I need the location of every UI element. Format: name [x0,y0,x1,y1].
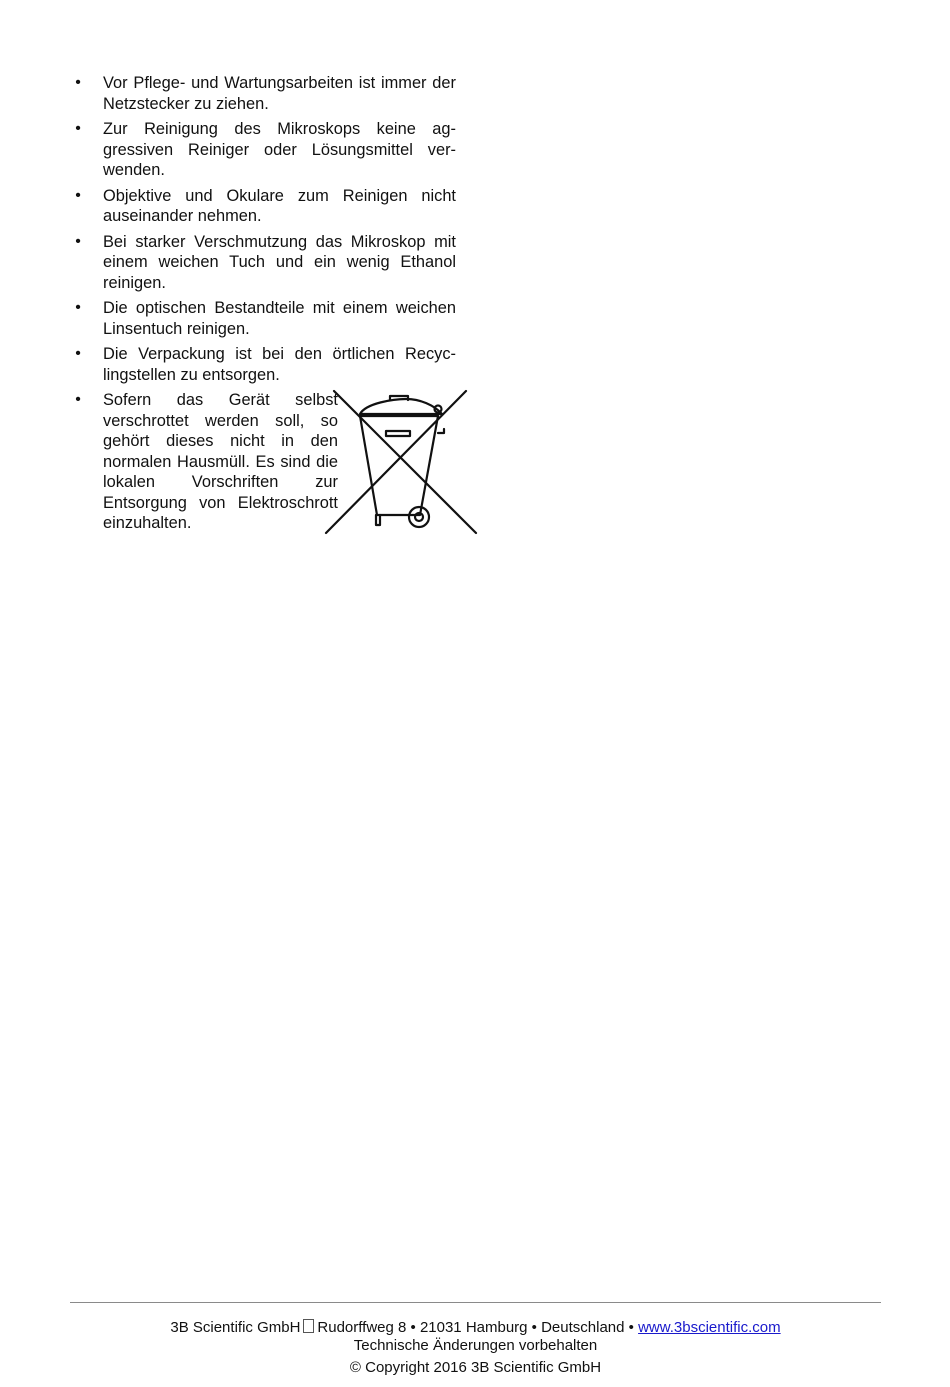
list-item [70,186,456,227]
item-text: Zur Reinigung des Mikroskops keine aggressiven Reiniger oder Lösungsmittel verwenden. [103,120,456,179]
bullet-icon: • [75,299,81,316]
list-item [70,344,456,385]
bullet-icon: • [75,186,81,204]
list-item [70,298,456,339]
company-name: 3B Scientific GmbH [170,1319,301,1336]
item-text: Sofern das Gerät selbst verschrottet werden soll, so gehört dieses nicht in den normalen Hausmüll. Es sind die lokalen Vorschriften zur Entsorgung von Elektroschrott einzuhalten. [103,391,338,532]
item-text: Vor Pflege- und Wartungsarbeiten ist immer der Netzstecker zu ziehen. [103,74,456,113]
copyright-notice: © Copyright 2016 3B Scientific GmbH [349,1359,602,1376]
footer-divider [70,1302,881,1303]
website-link[interactable]: www.3bscientific.com [638,1319,781,1336]
bullet-icon: • [75,232,81,250]
item-text: Die Verpackung ist bei den örtlichen Recyclingstellen zu entsorgen. [103,345,456,384]
bullet-icon: • [75,74,81,91]
list-item [70,232,456,294]
technical-changes-notice: Technische Änderungen vorbehalten [353,1337,598,1354]
list-item [70,119,456,181]
item-text: Bei starker Verschmutzung das Mikroskop mit einem weichen Tuch und ein wenig Ethanol reinigen. [103,232,456,292]
item-text: Die optischen Bestandteile mit einem weichen Linsentuch reinigen. [103,299,456,338]
separator-box-icon [303,1319,314,1333]
company-address: Rudorffweg 8 • 21031 Hamburg • Deutschland • [317,1319,634,1336]
item-text: Objektive und Okulare zum Reinigen nicht auseinander nehmen. [103,186,456,225]
page-footer [70,1318,881,1378]
crossed-out-wheelie-bin-icon [324,389,478,535]
bullet-icon: • [75,391,81,408]
list-item [70,73,456,114]
footer-address-line [70,1318,881,1338]
bullet-icon: • [75,345,81,362]
bullet-icon: • [75,120,81,137]
list-item [70,390,338,534]
